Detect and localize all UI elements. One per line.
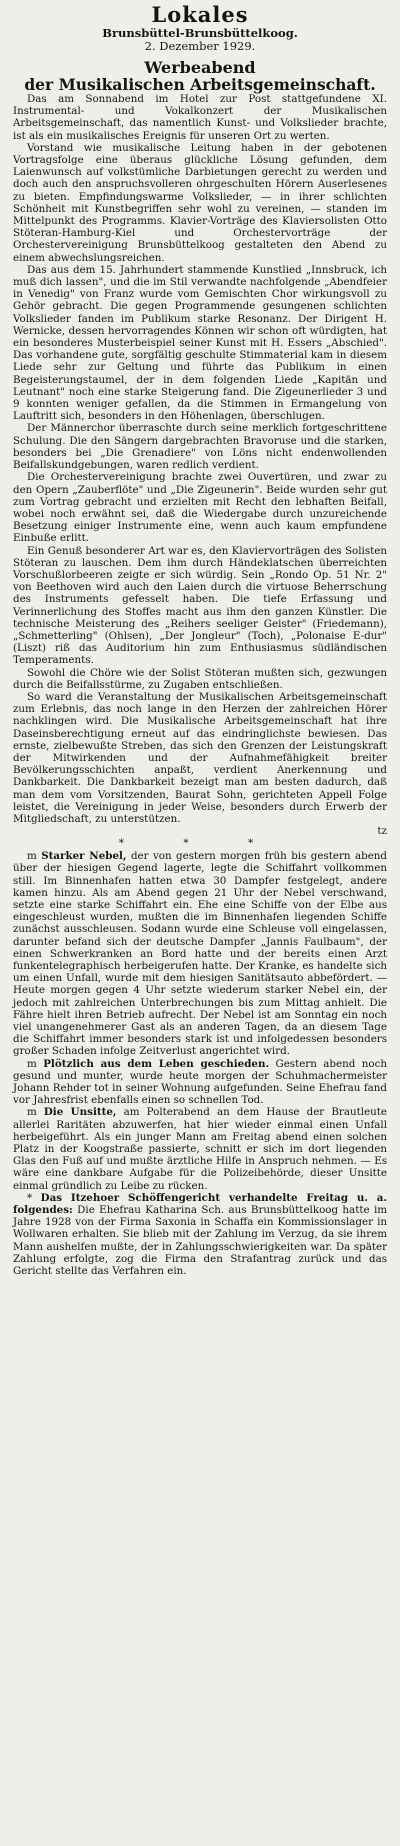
masthead [13,4,387,53]
item-keyword: Plötzlich aus dem Leben geschieden. [43,1057,270,1070]
article [13,59,387,837]
place-line: Brunsbüttel-Brunsbüttelkoog. [102,26,298,40]
item-keyword: Das Itzehoer Schöffengericht verhandelte Freitag u. a. folgendes: [13,1191,387,1217]
article-subheadline: der Musikalischen Arbeitsgemeinschaft. [24,75,376,94]
item-text: Die Ehefrau Katharina Sch. aus Brunsbüttelkoog hatte im Jahre 1928 von der Firma Saxonia in Schaffa ein Kommissionslager in Wollwaren erhalten. Sie blieb mit der Zahlung im Verzug, da sie ihrem Mann aushelfen mußte, der in Zahlungsschwierigkeiten war. Da später Zahlung erfolgte, zog die Firma den Strafantrag zurück und das Gericht stellte das Verfahren ein. [13,1204,387,1278]
date-line: 2. Dezember 1929. [144,39,256,53]
item-text: am Polterabend an dem Hause der Brautleute allerlei Raritäten abzuwerfen, hat hier wieder einmal einen Unfall herbeigeführt. Als ein junger Mann am Freitag abend einen solchen Platz in der Koogstraße passierte, schnitt er sich im dort liegenden Glas den Fuß auf und mußte ärztliche Hilfe in Anspruch nehmen. — Es wäre eine dankbare Aufgabe für die Polizeibehörde, dieser Unsitte einmal gründlich zu Leibe zu rücken. [13,1106,387,1192]
item-marker: m [27,1106,37,1119]
article-paragraph: Vorstand wie musikalische Leitung haben in der gebotenen Vortragsfolge eine überaus glückliche Lösung gefunden, dem Laienwunsch auf volkstümliche Darbietungen gerecht zu werden und doch auch den anspruchsvolleren ohrgeschulten Hörern Auserlesenes zu bieten. Empfindungswarme Volkslieder, — in ihrer schlichten Schönheit mit Kunstbegriffen sehr wohl zu vereinen, — standen im Mittelpunkt des Programms. Klavier-Vorträge des Klaviersolisten Otto Stöteran-Hamburg-Kiel und Orchestervorträge der Orchestervereinigung Brunsbüttelkoog gestalteten den Abend zu einem abwechslungsreichen. [13,141,387,264]
item-marker: m [27,1057,37,1070]
section-title: Lokales [151,2,249,27]
author-signature: tz [377,825,387,838]
article-paragraph: So ward die Veranstaltung der Musikalischen Arbeitsgemeinschaft zum Erlebnis, das noch lange in den Herzen der zahlreichen Hörer nachklingen wird. Die Musikalische Arbeitsgemeinschaft hat ihre Daseinsberechtigung erneut auf das eindringlichste bewiesen. Das ernste, zielbewußte Streben, das sich den Grenzen der Leistungskraft der Mitwirkenden und der Aufnahmefähigkeit breiter Bevölkerungsschichten anpaßt, verdient Anerkennung und Dankbarkeit. Die Dankbarkeit bezeigt man am besten dadurch, daß man dem vom Vorsitzenden, Baurat Sohn, gerichteten Appell Folge leistet, die Vereinigung in jeder Weise, besonders durch Erwerb der Mitgliedschaft, zu unterstützen. [13,690,387,825]
item-keyword: Starker Nebel, [41,850,127,863]
item-marker: * [27,1191,33,1204]
news-item [13,1106,387,1191]
article-paragraph: Der Männerchor überraschte durch seine merklich fortgeschrittene Schulung. Die den Sängern dargebrachten Bravoruse und die starken, besonders bei „Die Grenadiere" von Löns nicht endenwollenden Beifallskundgebungen, waren redlich verdient. [13,422,387,472]
article-paragraph: Sowohl die Chöre wie der Solist Stöteran mußten sich, gezwungen durch die Beifallsstürme, zu Zugaben entschließen. [13,666,387,691]
item-text: der von gestern morgen früh bis gestern abend über der hiesigen Gegend lagerte, legte die Schiffahrt vollkommen still. Im Binnenhafen hatten etwa 30 Dampfer festgelegt, andere kamen hinzu. Als am Abend gegen 21 Uhr der Nebel verschwand, setzte eine starke Schiffahrt ein. Ehe eine Schiffe von der Elbe aus eingeschleust wurden, mußten die im Binnenhafen liegenden Schiffe zunächst ausschleusen. Sodann wurde eine Schleuse voll eingelassen, darunter befand sich der deutsche Dampfer „Jannis Faulbaum", der einen Schwerkranken an Bord hatte und der bereits einen Arzt funkentelegraphisch herbeigerufen hatte. Der Kranke, es handelte sich um einen Unfall, wurde mit dem hiesigen Sanitätsauto abbefördert. — Heute morgen gegen 4 Uhr setzte wiederum starker Nebel ein, der jedoch mit zahlreichen Unterbrechungen bis zum Mittag anhielt. Die Fähre hielt ihren Betrieb aufrecht. Der Nebel ist am Sonntag ein noch viel unangenehmerer Gast als an anderen Tagen, da an diesem Tage die Schiffahrt immer besonders stark ist und infolgedessen besonders großer Schaden infolge Zeitverlust angerichtet wird. [13,850,388,1058]
item-marker: m [27,850,37,863]
article-paragraph: Die Orchestervereinigung brachte zwei Ouvertüren, und zwar zu den Opern „Zauberflöte" und „Die Zigeunerin". Beide wurden sehr gut zum Vortrag gebracht und erzielten mit Recht den lebhaften Beifall, wobei noch erwähnt sei, daß die Wiedergabe durch unzureichende Besetzung einiger Instrumente eine, wenn auch kaum empfundene Einbuße erlitt. [13,471,387,545]
item-keyword: Die Unsitte, [43,1106,117,1119]
article-paragraph: Das aus dem 15. Jahrhundert stammende Kunstlied „Innsbruck, ich muß dich lassen", und die im Stil verwandte nachfolgende „Abendfeier in Venedig" von Franz wurde vom Gemischten Chor wirkungsvoll zu Gehör gebracht. Die gegen Programmende gesungenen schlichten Volkslieder fanden im Publikum starke Resonanz. Der Dirigent H. Wernicke, dessen hervorragendes Können wir schon oft würdigten, hat ein besonderes Musterbeispiel seiner Kunst mit H. Essers „Abschied". Das vorhandene gute, sorgfältig geschulte Stimmaterial kam in diesem Liede sehr zur Geltung und führte das Publikum in einen Begeisterungstaumel, der in dem folgenden Liede „Kapitän und Leutnant" noch eine starke Steigerung fand. Die Zigeunerlieder 3 und 9 konnten weniger gefallen, da die Stimmen in Ermangelung von Lauftritt sich, besonders in den Höhenlagen, überschlugen. [13,263,387,423]
news-item [13,1058,387,1107]
news-item [13,850,387,1057]
article-paragraph: Das am Sonnabend im Hotel zur Post stattgefundene XI. Instrumental- und Vokalkonzert der Musikalischen Arbeitsgemeinschaft, das namentlich Kunst- und Volkslieder brachte, ist als ein musikalisches Ereignis für unseren Ort zu werten. [13,93,387,142]
news-item [13,1192,387,1277]
article-paragraph: Ein Genuß besonderer Art war es, den Klaviervorträgen des Solisten Stöteran zu lauschen. Dem ihm durch Händeklatschen überreichten Vorschußlorbeeren zeigte er sich würdig. Sein „Rondo Op. 51 Nr. 2" von Beethoven wird auch den Laien durch die virtuose Beherrschung des Instruments gefesselt haben. Die tiefe Erfassung und Verinnerlichung des Stoffes macht aus ihm den ganzen Künstler. Die technische Meisterung des „Reihers seeliger Geister" (Friedemann), „Schmetterling" (Ohlsen), „Der Jongleur" (Toch), „Polonaise E-dur" (Liszt) riß das Auditorium hin zum Enthusiasmus südländischen Temperaments. [13,544,387,667]
news-items [13,850,387,1277]
item-text: Gestern abend noch gesund und munter, wurde heute morgen der Schuhmachermeister Johann Rehder tot in seiner Wohnung aufgefunden. Seine Ehefrau fand vor Jahresfrist ebenfalls einen so schnellen Tod. [13,1057,387,1107]
section-divider: * * * [118,837,282,850]
article-headline: Werbeabend [144,58,256,77]
